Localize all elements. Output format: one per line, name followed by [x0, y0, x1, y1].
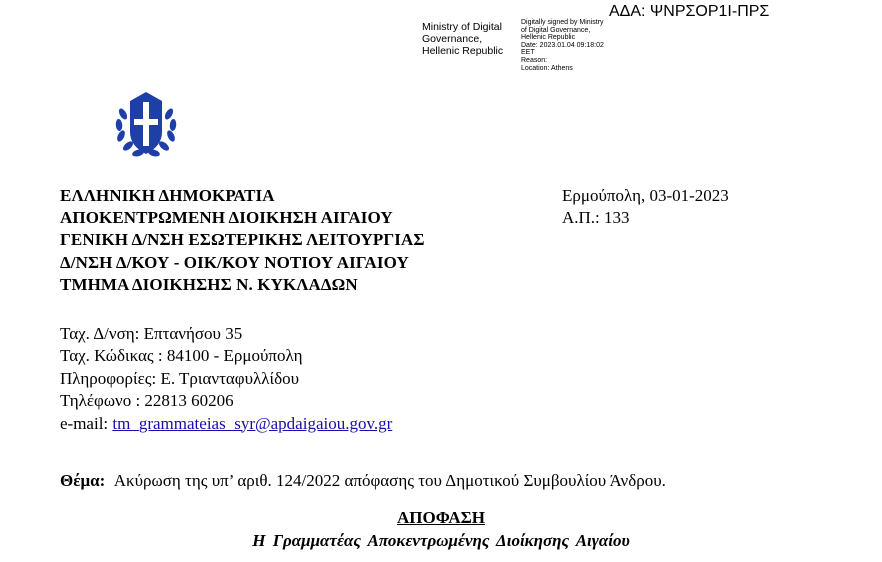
information-line: Πληροφορίες: Ε. Τριανταφυλλίδου [60, 368, 300, 388]
signature-detail-line: Reason: [521, 56, 548, 64]
subject-line [60, 471, 666, 491]
signer-line: Governance, [422, 33, 483, 45]
date-protocol-block [562, 185, 729, 229]
signature-detail-line: of Digital Governance, [521, 26, 591, 34]
header-line: Δ/ΝΣΗ Δ/ΚΟΥ - ΟΙΚ/ΚΟΥ ΝΟΤΙΟΥ ΑΙΓΑΙΟΥ [60, 252, 409, 272]
signature-detail-line: EET [521, 49, 535, 57]
address-line: Ταχ. Δ/νση: Επτανήσου 35 [60, 324, 243, 343]
signature-detail-line: Date: 2023.01.04 09:18:02 [521, 41, 604, 49]
signature-details [521, 19, 604, 72]
signer-line: Hellenic Republic [422, 45, 504, 57]
header-line: ΕΛΛΗΝΙΚΗ ΔΗΜΟΚΡΑΤΙΑ [60, 186, 275, 205]
issuing-authority-header [60, 185, 425, 296]
decision-title: ΑΠΟΦΑΣΗ [397, 508, 485, 527]
subject-text: Ακύρωση της υπ’ αριθ. 124/2022 απόφασης του Δημοτικού Συμβουλίου Άνδρου. [113, 471, 666, 490]
signature-signer [422, 21, 503, 57]
issuer-title: Η Γραμματέας Αποκεντρωμένης Διοίκησης Αιγαίου [252, 531, 630, 550]
phone-line: Τηλέφωνο : 22813 60206 [60, 391, 234, 411]
signature-detail-line: Location: Athens [521, 64, 573, 72]
signer-line: Ministry of Digital [422, 21, 502, 33]
header-line: ΑΠΟΚΕΝΤΡΩΜΕΝΗ ΔΙΟΙΚΗΣΗ ΑΙΓΑΙΟΥ [60, 208, 393, 228]
email-line [60, 413, 392, 435]
email-label: e-mail: [60, 413, 113, 433]
greek-coat-of-arms-icon [110, 88, 182, 160]
header-line: ΓΕΝΙΚΗ Δ/ΝΣΗ ΕΣΩΤΕΡΙΚΗΣ ΛΕΙΤΟΥΡΓΙΑΣ [60, 230, 425, 250]
ada-code: ΑΔΑ: ΨΝΡΣΟΡ1Ι-ΠΡΣ [609, 3, 770, 20]
contact-details [60, 323, 392, 435]
signature-detail-line: Digitally signed by Ministry [521, 19, 604, 26]
header-line: ΤΜΗΜΑ ΔΙΟΙΚΗΣΗΣ Ν. ΚΥΚΛΑΔΩΝ [60, 274, 358, 294]
document-date: Ερμούπολη, 03-01-2023 [562, 186, 729, 205]
postal-code-line: Ταχ. Κώδικας : 84100 - Ερμούπολη [60, 346, 303, 366]
signature-detail-line: Hellenic Republic [521, 34, 576, 42]
protocol-number: Α.Π.: 133 [562, 208, 630, 228]
subject-label: Θέμα: [60, 471, 106, 490]
email-link[interactable]: tm_grammateias_syr@apdaigaiou.gov.gr [112, 413, 393, 433]
